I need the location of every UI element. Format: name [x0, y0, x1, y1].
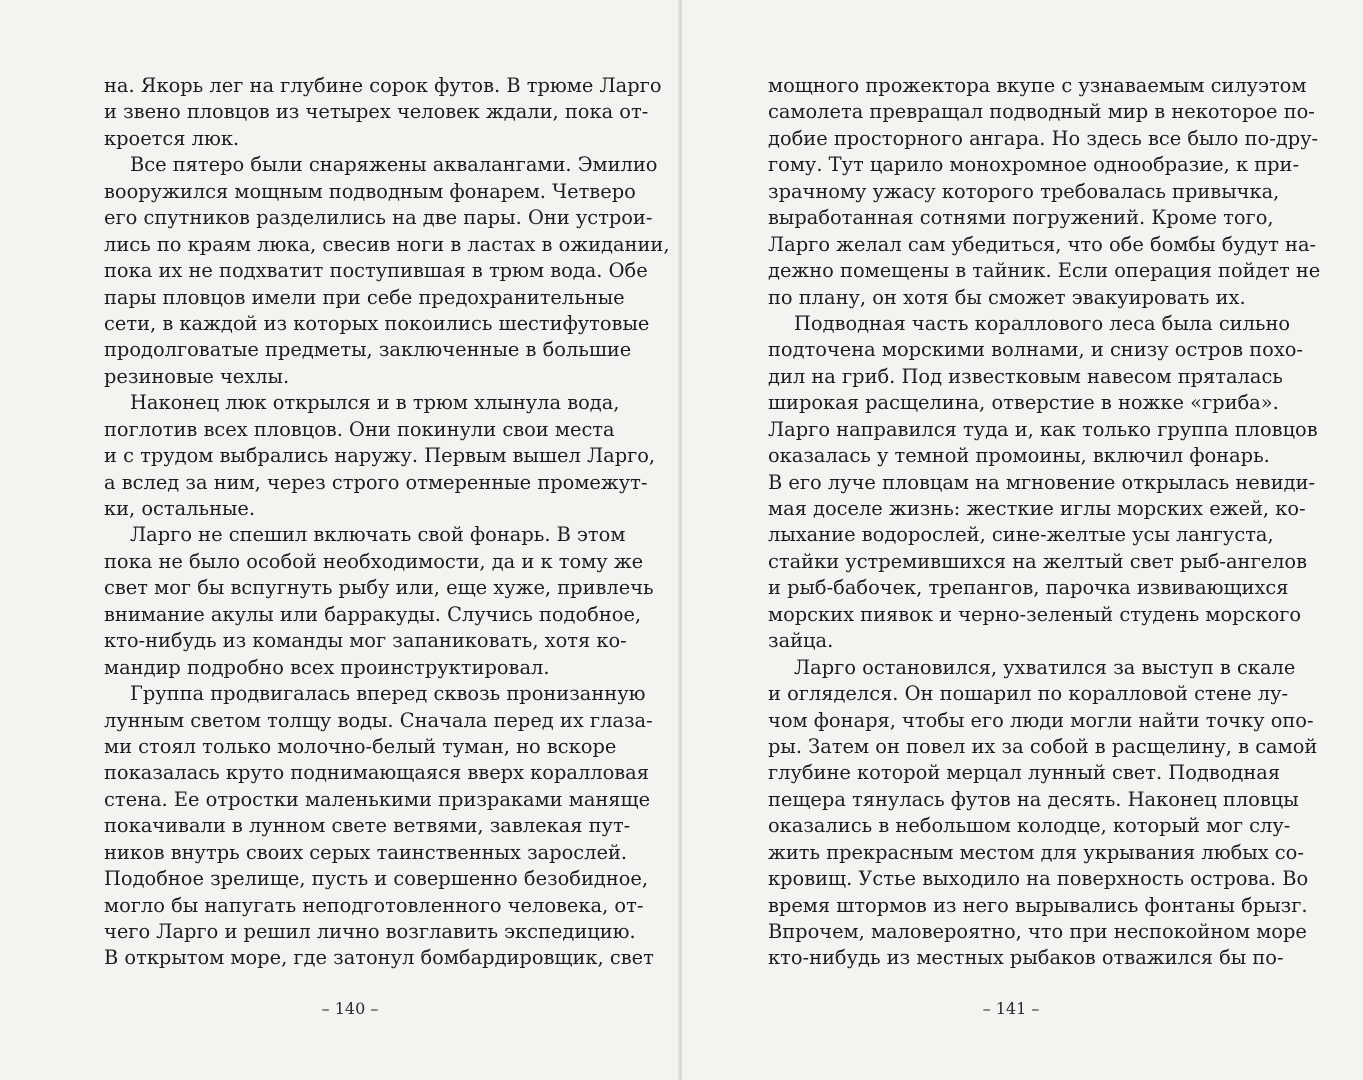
text-line: ки, остальные.: [104, 497, 256, 520]
text-line: покачивали в лунном свете ветвями, завлекая пут-: [104, 814, 631, 838]
text-line: Ларго не спешил включать свой фонарь. В этом: [130, 523, 626, 547]
left-page: [0, 0, 681, 1080]
text-line: лыхание водорослей, сине-желтые усы лангуста,: [768, 523, 1274, 547]
text-line: пока их не подхватит поступившая в трюм вода. Обе: [104, 259, 648, 283]
text-line: внимание акулы или барракуды. Случись подобное,: [104, 602, 642, 626]
right-page-number: – 141 –: [982, 999, 1040, 1018]
text-line: время штормов из него вырывались фонтаны брызг.: [768, 893, 1308, 917]
text-line: оказалась у темной промоины, включил фонарь.: [768, 444, 1270, 468]
text-line: Впрочем, маловероятно, что при неспокойном море: [768, 920, 1307, 943]
text-line: кроется люк.: [104, 126, 240, 150]
text-line: кто-нибудь из команды мог запаниковать, хотя ко-: [104, 629, 627, 653]
text-line: мая доселе жизнь: жесткие иглы морских ежей, ко-: [768, 497, 1306, 520]
text-line: а вслед за ним, через строго отмеренные промежут-: [104, 470, 648, 494]
text-line: чом фонаря, чтобы его люди могли найти точку опо-: [768, 708, 1314, 732]
text-line: дежно помещены в тайник. Если операция пойдет не: [768, 259, 1321, 283]
right-page-text: [768, 73, 1321, 972]
text-line: добие просторного ангара. Но здесь все было по-дру-: [768, 126, 1319, 150]
text-line: пещера тянулась футов на десять. Наконец пловцы: [768, 787, 1299, 811]
left-page-text: [104, 73, 670, 972]
text-line: продолговатые предметы, заключенные в большие: [104, 338, 632, 362]
text-line: и рыб-бабочек, трепангов, парочка извивающихся: [768, 576, 1289, 600]
text-line: Подводная часть кораллового леса была сильно: [794, 311, 1291, 335]
text-line: самолета превращал подводный мир в некоторое по-: [768, 100, 1315, 124]
left-page-number: – 140 –: [321, 999, 379, 1018]
right-page: [682, 0, 1363, 1080]
text-line: и звено пловцов из четырех человек ждали, пока от-: [104, 100, 649, 124]
text-line: поглотив всех пловцов. Они покинули свои места: [104, 417, 615, 441]
text-line: Ларго направился туда и, как только группа пловцов: [768, 417, 1318, 441]
text-line: сети, в каждой из которых покоились шестифутовые: [104, 311, 650, 335]
text-line: Ларго желал сам убедиться, что обе бомбы будут на-: [768, 232, 1317, 256]
text-line: мандир подробно всех проинструктировал.: [104, 655, 550, 679]
text-line: ми стоял только молочно-белый туман, но вскоре: [104, 734, 617, 758]
text-line: резиновые чехлы.: [104, 364, 290, 388]
text-line: зайца.: [768, 629, 834, 653]
text-line: мощного прожектора вкупе с узнаваемым силуэтом: [768, 74, 1307, 97]
text-line: выработанная сотнями погружений. Кроме того,: [768, 206, 1274, 230]
text-line: Группа продвигалась вперед сквозь пронизанную: [130, 682, 646, 706]
text-line: на. Якорь лег на глубине сорок футов. В трюме Ларго: [104, 74, 662, 97]
text-line: по плану, он хотя бы сможет эвакуировать их.: [768, 285, 1246, 309]
text-line: кровищ. Устье выходило на поверхность острова. Во: [768, 867, 1309, 891]
text-line: могло бы напугать неподготовленного человека, от-: [104, 893, 644, 917]
text-line: и с трудом выбрались наружу. Первым вышел Ларго,: [104, 444, 656, 468]
text-line: подточена морскими волнами, и снизу остров похо-: [768, 338, 1303, 362]
text-line: показалась круто поднимающаяся вверх коралловая: [104, 761, 649, 785]
text-line: дил на гриб. Под известковым навесом пряталась: [768, 364, 1283, 388]
text-line: Ларго остановился, ухватился за выступ в скале: [794, 655, 1296, 679]
text-line: свет мог бы вспугнуть рыбу или, еще хуже, привлечь: [104, 576, 654, 600]
text-line: лись по краям люка, свесив ноги в ластах в ожидании,: [104, 232, 670, 256]
text-line: морских пиявок и черно-зеленый студень морского: [768, 602, 1302, 626]
text-line: зрачному ужасу которого требовалась привычка,: [768, 179, 1280, 203]
text-line: стайки устремившихся на желтый свет рыб-ангелов: [768, 549, 1307, 573]
text-line: оказались в небольшом колодце, который мог слу-: [768, 814, 1291, 838]
text-line: широкая расщелина, отверстие в ножке «гриба».: [768, 391, 1279, 415]
text-line: Все пятеро были снаряжены аквалангами. Эмилио: [130, 153, 658, 177]
text-line: и огляделся. Он пошарил по коралловой стене лу-: [768, 682, 1289, 706]
text-line: гому. Тут царило монохромное однообразие, к при-: [768, 153, 1300, 177]
text-line: чего Ларго и решил лично возглавить экспедицию.: [104, 920, 636, 943]
text-line: ников внутрь своих серых таинственных зарослей.: [104, 840, 628, 864]
text-line: лунным светом толщу воды. Сначала перед их глаза-: [104, 708, 653, 732]
text-line: глубине которой мерцал лунный свет. Подводная: [768, 761, 1281, 785]
text-line: вооружился мощным подводным фонарем. Четверо: [104, 179, 636, 203]
text-line: В открытом море, где затонул бомбардировщик, свет: [104, 946, 654, 970]
text-line: пары пловцов имели при себе предохранительные: [104, 285, 625, 309]
text-line: Подобное зрелище, пусть и совершенно безобидное,: [104, 867, 649, 891]
text-line: жить прекрасным местом для укрывания любых со-: [768, 840, 1304, 864]
text-line: стена. Ее отростки маленькими призраками маняще: [104, 787, 651, 811]
text-line: пока не было особой необходимости, да и к тому же: [104, 549, 644, 573]
text-line: Наконец люк открылся и в трюм хлынула вода,: [130, 391, 620, 415]
text-line: его спутников разделились на две пары. Они устрои-: [104, 206, 653, 230]
text-line: В его луче пловцам на мгновение открылась невиди-: [768, 470, 1316, 494]
text-line: кто-нибудь из местных рыбаков отважился бы по-: [768, 946, 1284, 970]
text-line: ры. Затем он повел их за собой в расщелину, в самой: [768, 734, 1318, 758]
